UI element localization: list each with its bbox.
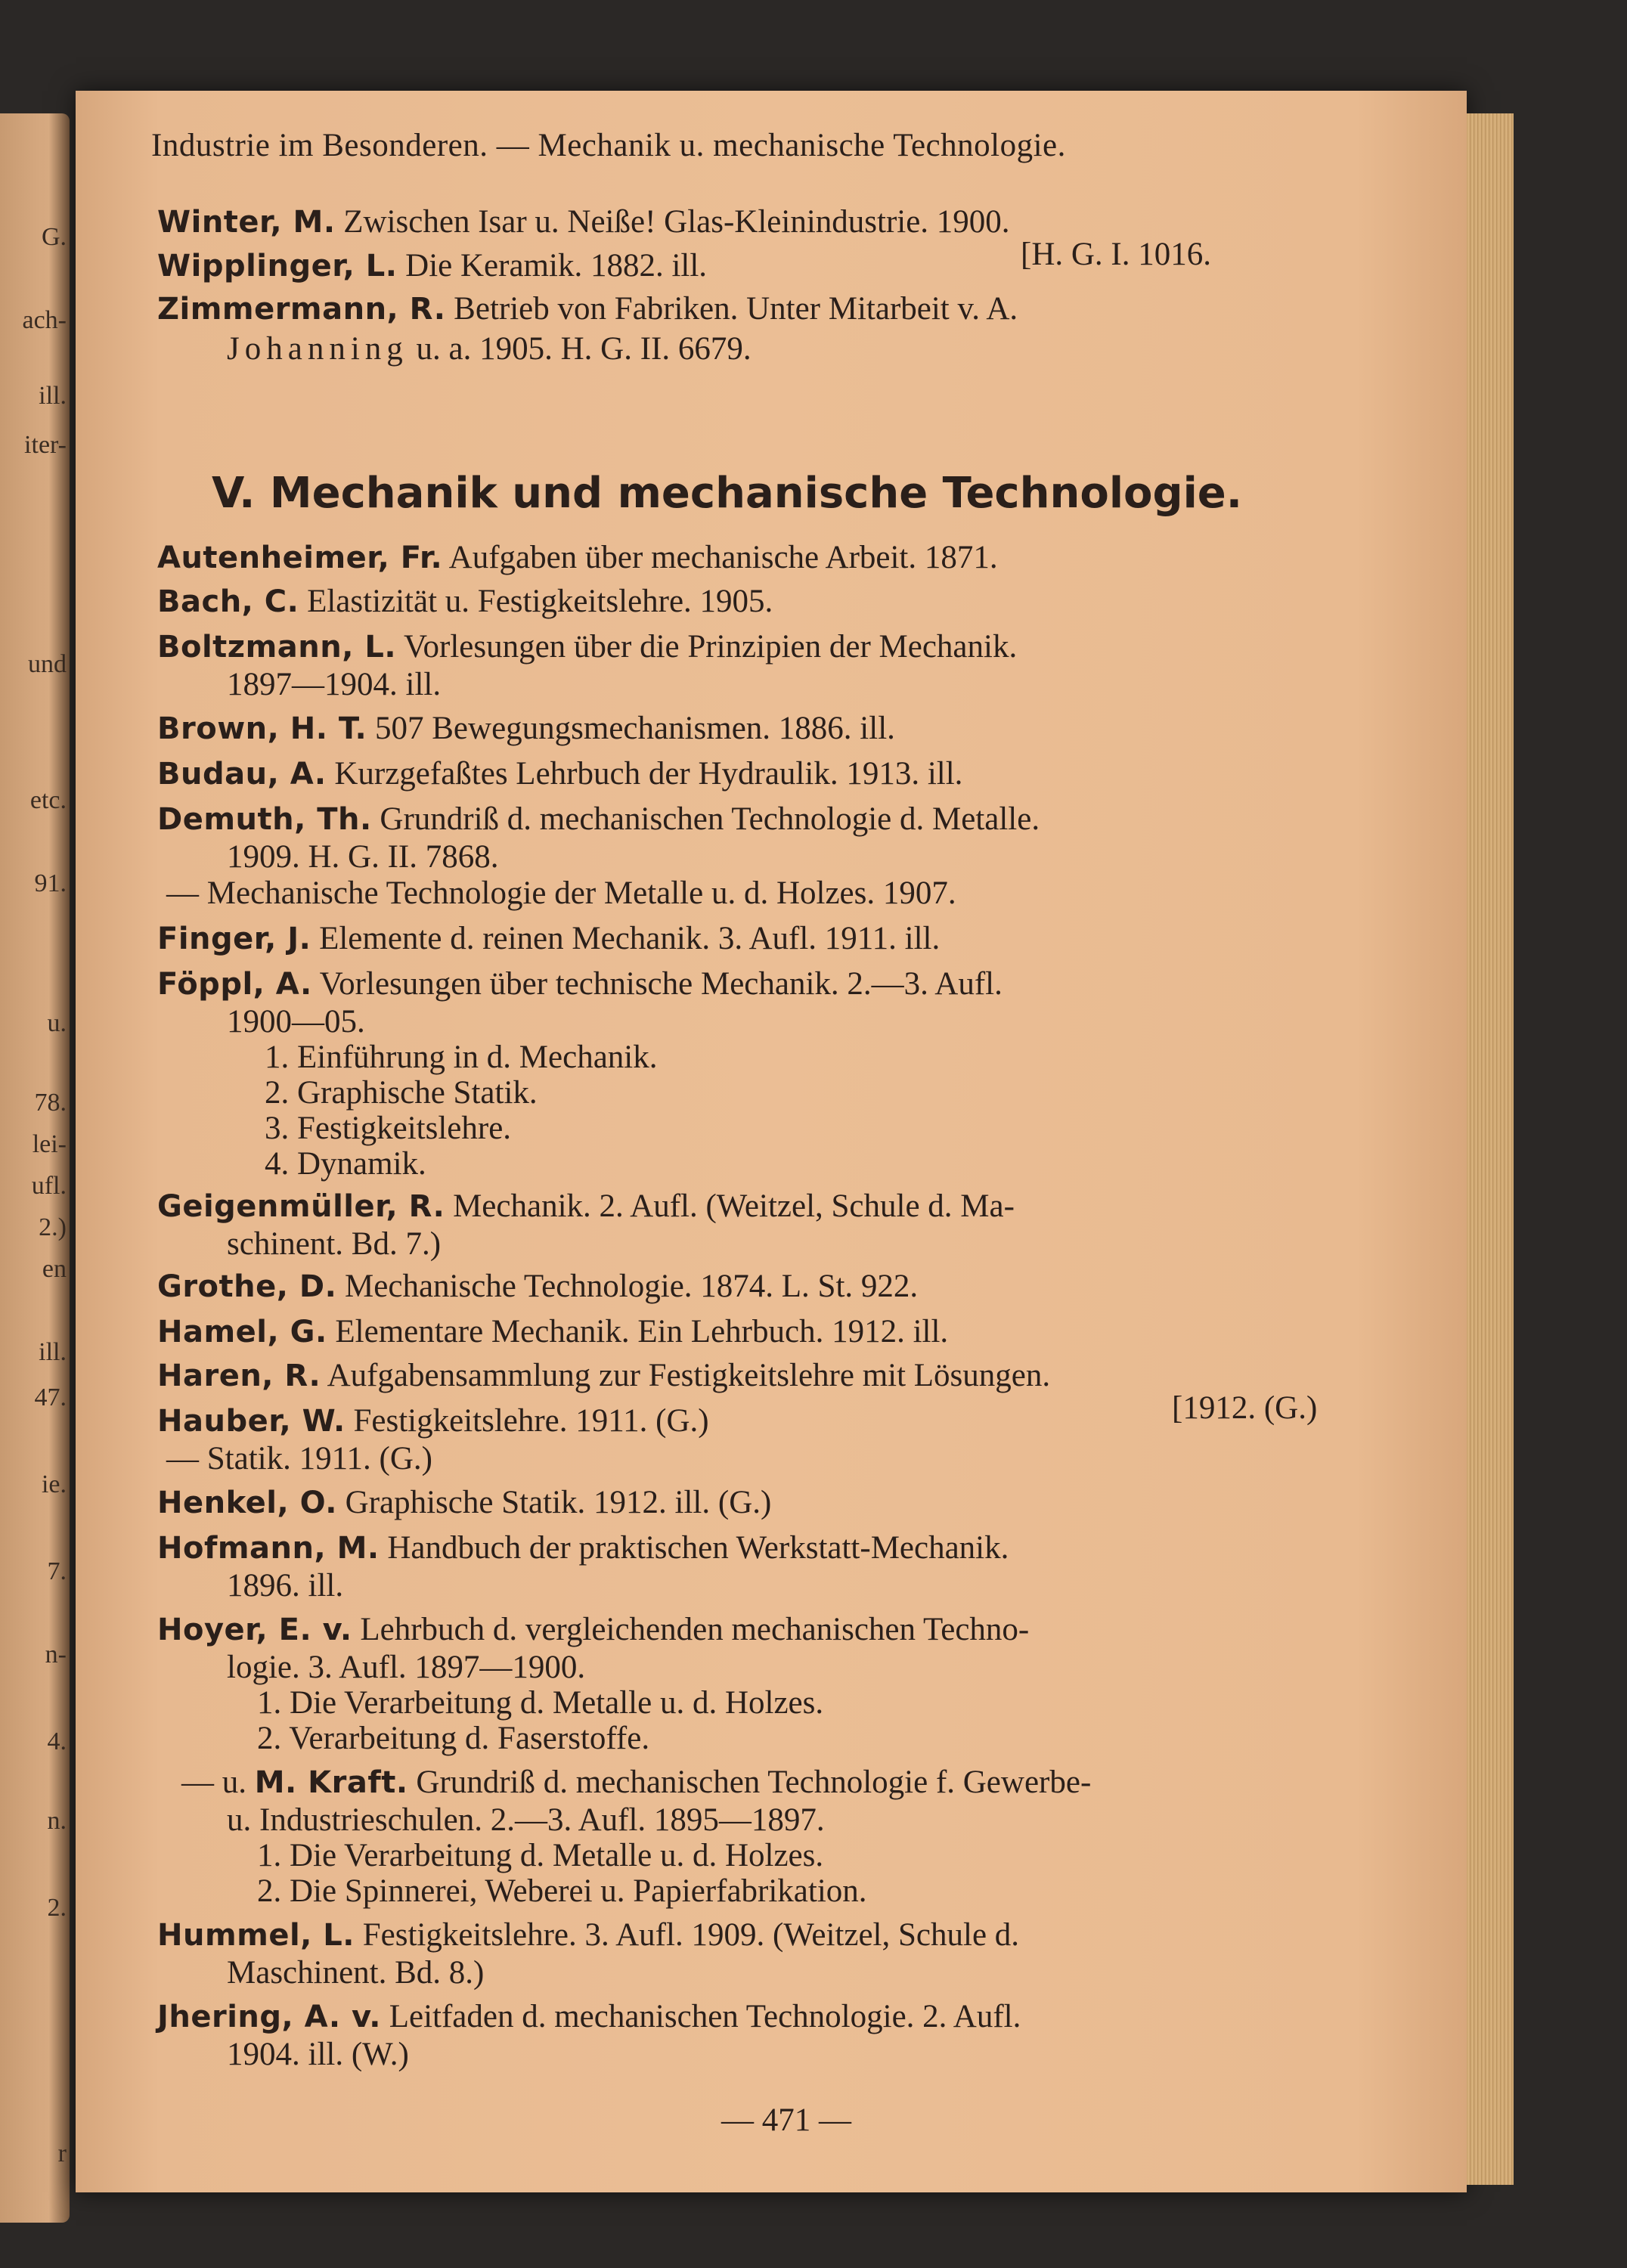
entry-text: Elemente d. reinen Mechanik. 3. Aufl. 1911. ill. — [319, 921, 941, 956]
entry-prefix: — u. — [181, 1765, 246, 1800]
entry-continuation: — Mechanische Technologie der Metalle u. d. Holzes. 1907. — [166, 875, 956, 911]
bibliography-entry — [157, 1269, 1367, 1305]
entry-author: Boltzmann, L. — [157, 630, 397, 665]
left-fragment: 78. — [34, 1089, 67, 1117]
entry-text: Elastizität u. Festigkeitslehre. 1905. — [307, 584, 773, 619]
entry-sub-item: 2. Graphische Statik. — [265, 1075, 538, 1111]
entry-author: Geigenmüller, R. — [157, 1189, 445, 1224]
bibliography-entry — [157, 540, 1367, 576]
left-fragment: ach- — [22, 306, 67, 334]
entry-continuation: logie. 3. Aufl. 1897—1900. — [227, 1650, 586, 1685]
entry-author: Hauber, W. — [157, 1404, 346, 1439]
entry-author: Demuth, Th. — [157, 802, 372, 837]
entry-sub-item: 1. Die Verarbeitung d. Metalle u. d. Holzes. — [257, 1685, 824, 1721]
left-fragment: n- — [45, 1641, 67, 1668]
entry-text: Mechanik. 2. Aufl. (Weitzel, Schule d. Ma- — [453, 1188, 1015, 1224]
left-fragment: r — [57, 2139, 67, 2167]
entry-text: Zwischen Isar u. Neiße! Glas-Kleinindustrie. 1900. — [343, 204, 1010, 240]
entry-text: Vorlesungen über die Prinzipien der Mechanik. — [404, 629, 1018, 665]
entry-text: Die Keramik. 1882. ill. — [405, 248, 708, 284]
entry-continuation: 1897—1904. ill. — [227, 667, 442, 702]
left-page-edge — [0, 113, 70, 2223]
bibliography-entry — [157, 1188, 1367, 1225]
bibliography-entry — [157, 1612, 1367, 1648]
left-fragment: 2. — [47, 1894, 67, 1922]
entry-continuation: 1900—05. — [227, 1004, 365, 1040]
bibliography-entry — [181, 1765, 1391, 1801]
entry-author: Henkel, O. — [157, 1486, 337, 1520]
left-fragment: iter- — [24, 431, 67, 459]
entry-author: Hummel, L. — [157, 1918, 355, 1953]
bibliography-entry — [157, 291, 1367, 327]
entry-continuation: 1904. ill. (W.) — [227, 2037, 409, 2072]
entry-author: Wipplinger, L. — [157, 249, 398, 284]
bibliography-entry — [157, 1314, 1367, 1350]
entry-author: M. Kraft. — [254, 1765, 408, 1800]
entry-author: Bach, C. — [157, 584, 299, 619]
entry-sub-item: 2. Verarbeitung d. Faserstoffe. — [257, 1721, 650, 1756]
left-fragment: u. — [47, 1009, 67, 1037]
entry-author: Hofmann, M. — [157, 1531, 380, 1566]
left-fragment: ufl. — [31, 1172, 67, 1200]
bibliography-entry — [157, 1485, 1367, 1521]
entry-author: Hamel, G. — [157, 1315, 327, 1349]
bibliography-entry — [227, 331, 1436, 367]
bibliography-entry — [157, 1358, 1367, 1394]
entry-text: Leitfaden d. mechanischen Technologie. 2. Aufl. — [389, 1999, 1021, 2034]
left-fragment: ill. — [39, 1338, 67, 1366]
entry-text: Elementare Mechanik. Ein Lehrbuch. 1912. ill. — [335, 1314, 949, 1349]
left-fragment: etc. — [29, 786, 67, 814]
entry-text: 507 Bewegungsmechanismen. 1886. ill. — [375, 711, 895, 746]
entry-author: Zimmermann, R. — [157, 292, 446, 327]
entry-continuation: — Statik. 1911. (G.) — [166, 1441, 432, 1476]
entry-sub-item: 4. Dynamik. — [265, 1146, 426, 1182]
left-fragment: 2.) — [39, 1213, 67, 1241]
entry-text: Kurzgefaßtes Lehrbuch der Hydraulik. 1913. ill. — [334, 756, 963, 792]
entry-author: Hoyer, E. v. — [157, 1613, 352, 1647]
entry-text: Grundriß d. mechanischen Technologie d. Metalle. — [380, 801, 1040, 837]
entry-sub-item: 1. Die Verarbeitung d. Metalle u. d. Holzes. — [257, 1838, 824, 1873]
entry-text: Vorlesungen über technische Mechanik. 2.—3. Aufl. — [319, 966, 1003, 1002]
entry-text: Grundriß d. mechanischen Technologie f. Gewerbe- — [416, 1765, 1092, 1800]
entry-author: Brown, H. T. — [157, 711, 367, 746]
entry-continuation: 1909. H. G. II. 7868. — [227, 839, 499, 875]
left-fragment: 4. — [47, 1727, 67, 1755]
entry-sub-item: 1. Einführung in d. Mechanik. — [265, 1040, 658, 1075]
entry-author: Haren, R. — [157, 1359, 321, 1393]
entry-author: Autenheimer, Fr. — [157, 541, 443, 575]
entry-continuation: 1896. ill. — [227, 1568, 344, 1603]
bibliography-entry — [157, 584, 1367, 620]
left-fragment: ie. — [41, 1470, 67, 1498]
entry-continuation: u. Industrieschulen. 2.—3. Aufl. 1895—1897. — [227, 1802, 825, 1838]
left-fragment: G. — [41, 223, 67, 251]
entry-text: Handbuch der praktischen Werkstatt-Mechanik. — [387, 1530, 1009, 1566]
left-fragment: 7. — [47, 1557, 67, 1585]
entry-sub-item: 2. Die Spinnerei, Weberei u. Papierfabrikation. — [257, 1873, 867, 1909]
bibliography-entry — [157, 1999, 1367, 2035]
bibliography-entry — [157, 801, 1367, 838]
entry-continuation: [H. G. I. 1016. — [1021, 237, 1211, 272]
bibliography-entry — [157, 921, 1367, 957]
entry-continuation: Maschinent. Bd. 8.) — [227, 1955, 485, 1991]
bibliography-entry — [157, 1917, 1367, 1954]
entry-author: Finger, J. — [157, 922, 311, 956]
running-head: Industrie im Besonderen. — Mechanik u. mechanische Technologie. — [151, 128, 1066, 163]
entry-author-spaced: Johanning — [227, 331, 408, 367]
entry-author: Jhering, A. v. — [157, 2000, 381, 2034]
bibliography-entry — [157, 756, 1367, 792]
bibliography-entry — [157, 966, 1367, 1002]
entry-text: Betrieb von Fabriken. Unter Mitarbeit v. A. — [454, 291, 1018, 327]
entry-text: Festigkeitslehre. 3. Aufl. 1909. (Weitzel, Schule d. — [362, 1917, 1020, 1953]
entry-sub-item: 3. Festigkeitslehre. — [265, 1111, 512, 1146]
left-fragment: 91. — [34, 869, 67, 897]
left-fragment: en — [42, 1255, 67, 1283]
entry-continuation: schinent. Bd. 7.) — [227, 1226, 442, 1262]
page-number: — 471 — — [721, 2102, 851, 2138]
entry-text: Mechanische Technologie. 1874. L. St. 922. — [345, 1269, 919, 1304]
entry-text: Graphische Statik. 1912. ill. (G.) — [345, 1485, 772, 1520]
entry-author: Budau, A. — [157, 757, 327, 792]
entry-author: Föppl, A. — [157, 967, 312, 1002]
bibliography-entry — [157, 711, 1367, 747]
entry-text: u. a. 1905. H. G. II. 6679. — [416, 331, 752, 367]
entry-text: Aufgaben über mechanische Arbeit. 1871. — [448, 540, 998, 575]
bibliography-entry — [157, 1530, 1367, 1566]
entry-continuation: [1912. (G.) — [1172, 1390, 1318, 1426]
left-fragment: lei- — [32, 1130, 67, 1158]
entry-author: Grothe, D. — [157, 1269, 337, 1304]
left-fragment: n. — [47, 1807, 67, 1835]
entry-text: Festigkeitslehre. 1911. (G.) — [353, 1403, 709, 1439]
left-fragment: und — [28, 650, 67, 678]
entry-text: Lehrbuch d. vergleichenden mechanischen Techno- — [360, 1612, 1030, 1647]
bibliography-entry — [157, 204, 1367, 240]
entry-text: Aufgabensammlung zur Festigkeitslehre mit Lösungen. — [327, 1358, 1051, 1393]
left-fragment: 47. — [34, 1383, 67, 1411]
left-fragment: ill. — [39, 382, 67, 410]
bibliography-entry — [157, 629, 1367, 665]
entry-author: Winter, M. — [157, 205, 336, 240]
section-heading: V. Mechanik und mechanische Technologie. — [212, 469, 1243, 518]
